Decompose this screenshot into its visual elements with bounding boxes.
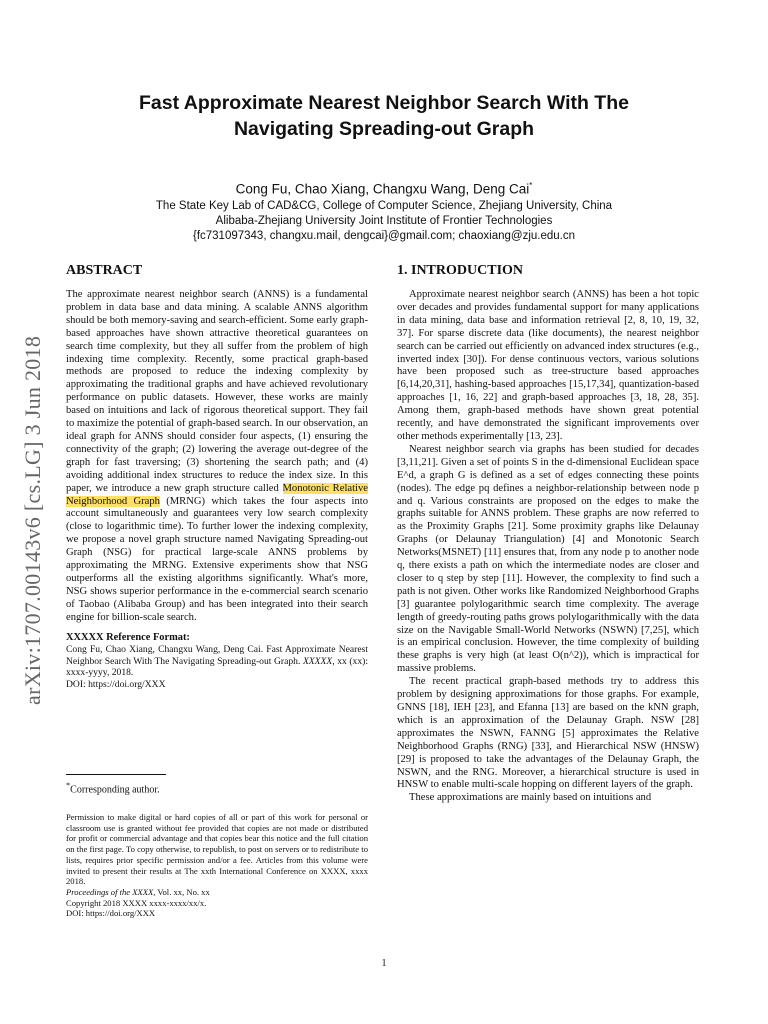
- paper-title: [60, 90, 708, 142]
- footnote-divider: [66, 774, 166, 775]
- intro-paragraph-4: These approximations are mainly based on intuitions and: [409, 792, 652, 804]
- reference-citation: Cong Fu, Chao Xiang, Changxu Wang, Deng Cai. Fast Approximate Nearest Neighbor Search With The Navigating Spreading-out Graph.: [66, 644, 368, 667]
- intro-paragraph-1: Approximate nearest neighbor search (ANNS) has been a hot topic over decades and provides fundamental support for many applications in data mining, data base and information retrieval [2, 8, 10, 19, 32, 37]. For sparse discrete data (like documents), the nearest neighbor search can be carried out efficiently on advanced index structures (e.g., inverted index [30]). For dense continuous vectors, various solutions have been proposed such as tree-structure based approaches [6,14,20,31], hashing-based approaches [15,17,34], quantization-based approaches [1, 16, 22] and graph-based approaches [3, 18, 28, 35]. Among them, graph-based methods have shown great potential recently, and have demonstrated the significant improvements over other methods experimentally [13, 23].: [397, 289, 699, 442]
- highlighted-phrase: Monotonic Relative Neighborhood Graph: [66, 482, 368, 507]
- permission-doi: DOI: https://doi.org/XXX: [66, 908, 156, 919]
- affiliation-1: The State Key Lab of CAD&CG, College of Computer Science, Zhejiang University, China: [155, 200, 613, 212]
- title-line-2: Navigating Spreading-out Graph: [233, 118, 535, 140]
- right-column: [397, 263, 699, 805]
- copyright-line: Copyright 2018 XXXX xxxx-xxxx/xx/x.: [66, 897, 207, 908]
- reference-venue: XXXXX: [302, 655, 333, 667]
- corresponding-author-mark: *: [529, 181, 533, 190]
- reference-format-body: [66, 644, 368, 690]
- page-number: 1: [381, 958, 387, 969]
- permission-notice: [66, 812, 368, 919]
- footnote: [66, 781, 160, 795]
- introduction-heading: 1. INTRODUCTION: [397, 263, 524, 278]
- author-names: Cong Fu, Chao Xiang, Changxu Wang, Deng Cai: [235, 181, 530, 197]
- proceedings-line: [66, 887, 368, 898]
- author-list: [60, 181, 708, 197]
- abstract-text: [66, 289, 368, 625]
- left-column: [66, 263, 368, 690]
- proceedings-title: Proceedings of the XXXX,: [66, 886, 156, 897]
- arxiv-identifier: arXiv:1707.00143v6 [cs.LG] 3 Jun 2018: [20, 335, 45, 705]
- reference-format-label: XXXXX Reference Format:: [66, 631, 190, 643]
- footnote-text: Corresponding author.: [70, 784, 160, 796]
- footnote-mark: *: [66, 781, 71, 790]
- affiliation-2: Alibaba-Zhejiang University Joint Institute of Frontier Technologies: [215, 215, 553, 227]
- author-emails: {fc731097343, changxu.mail, dengcai}@gmail.com; chaoxiang@zju.edu.cn: [192, 230, 575, 242]
- intro-paragraph-3: The recent practical graph-based methods try to address this problem by designing approximations for those graphs. For example, GNNS [18], IEH [23], and Efanna [13] are based on the kNN graph, which is an approximation of the Delaunay Graph. NSW [28] approximates the NSWN, FANNG [5] approximates the Relative Neighborhood Graphs (RNG) [33], and Hierarchical NSW (HNSW) [29] is proposed to take the advantages of the Delaunay Graph, the NSWN, and the RNG. Moreover, a hierarchical structure is used in HNSW to enable multi-scale hopping on different layers of the graph.: [397, 676, 699, 791]
- title-line-1: Fast Approximate Nearest Neighbor Search With The: [139, 92, 629, 114]
- reference-details: , xx (xx): xxxx-yyyy, 2018.: [66, 655, 368, 679]
- abstract-text-part-2: (MRNG) which takes the four aspects into account simultaneously and guarantees very low search complexity (close to logarithmic time). To further lower the indexing complexity, we propose a novel graph structure named Navigating Spreading-out Graph (NSG) for practical large-scale ANNS problems by approximating the MRNG. Extensive experiments show that NSG outperforms all the existing algorithms significantly. What's more, NSG shows superior performance in the e-commercial search scenario of Taobao (Alibaba Group) and has been integrated into their search engine for billion-scale search.: [66, 495, 369, 623]
- abstract-heading: ABSTRACT: [66, 263, 143, 278]
- intro-paragraph-2: Nearest neighbor search via graphs has been studied for decades [3,11,21]. Given a set of points S in the d-dimensional Euclidean space E^d, a graph G is defined as a set of edges connecting these points (nodes). The edge pq defines a neighbor-relationship between node p and q. Various constraints are proposed on the edges to make the graphs suitable for ANNS problem. These graphs are now referred to as the Proximity Graphs [21]. Some proximity graphs like Delaunay Graphs (or Delaunay Triangulation) [4] and Monotonic Search Networks(MSNET) [11] ensures that, from any node p to another node q, there exists a path on which the intermediate nodes are closer and closer to q step by step [11]. However, the complexity to find such a path is not given. Other works like Randomized Neighborhood Graphs [3] guarantee polylogarithmic search time complexity. The average length of greedy-routing paths grows polylogarithmically with the data size on the Navigable Small-World Networks (NSWN) [7,25], which is an empirical conclusion. However, the time complexity of building these graphs is very high (at least O(n^2)), which is impractical for massive problems.: [397, 443, 699, 675]
- permission-text: Permission to make digital or hard copies of all or part of this work for personal or classroom use is granted without fee provided that copies are not made or distributed for profit or commercial advantage and that copies bear this notice and the full citation on the first page. To copy otherwise, to republish, to post on servers or to redistribute to lists, requires prior specific permission and/or a fee. Articles from this volume were invited to present their results at The xxth International Conference on XXXX, xxxx 2018.: [66, 812, 368, 887]
- affiliations: [60, 199, 708, 244]
- abstract-text-part-1: The approximate nearest neighbor search (ANNS) is a fundamental problem in data base and data mining. A scalable ANNS algorithm should be both memory-saving and search-efficient. Some early graph-based approaches have shown attractive theoretical guarantees on search time complexity, but they all suffer from the problem of high indexing time complexity. Recently, some practical graph-based methods are proposed to reduce the indexing complexity by approximating the traditional graphs and have achieved revolutionary performance on public datasets. However, these works are mainly based on intuitions and lack of rigorous theoretical support. They fail to maximize the potential of graph-based search. In our observation, an ideal graph for ANNS should consider four aspects, (1) ensuring the connectivity of the graph; (2) lowering the average out-degree of the graph for fast traversing; (3) shortening the search path; and (4) avoiding additional index structures to reduce the index size. In this paper, we introduce a new graph structure called: [66, 289, 368, 494]
- proceedings-volume: Vol. xx, No. xx: [155, 886, 210, 897]
- reference-doi: DOI: https://doi.org/XXX: [66, 678, 166, 690]
